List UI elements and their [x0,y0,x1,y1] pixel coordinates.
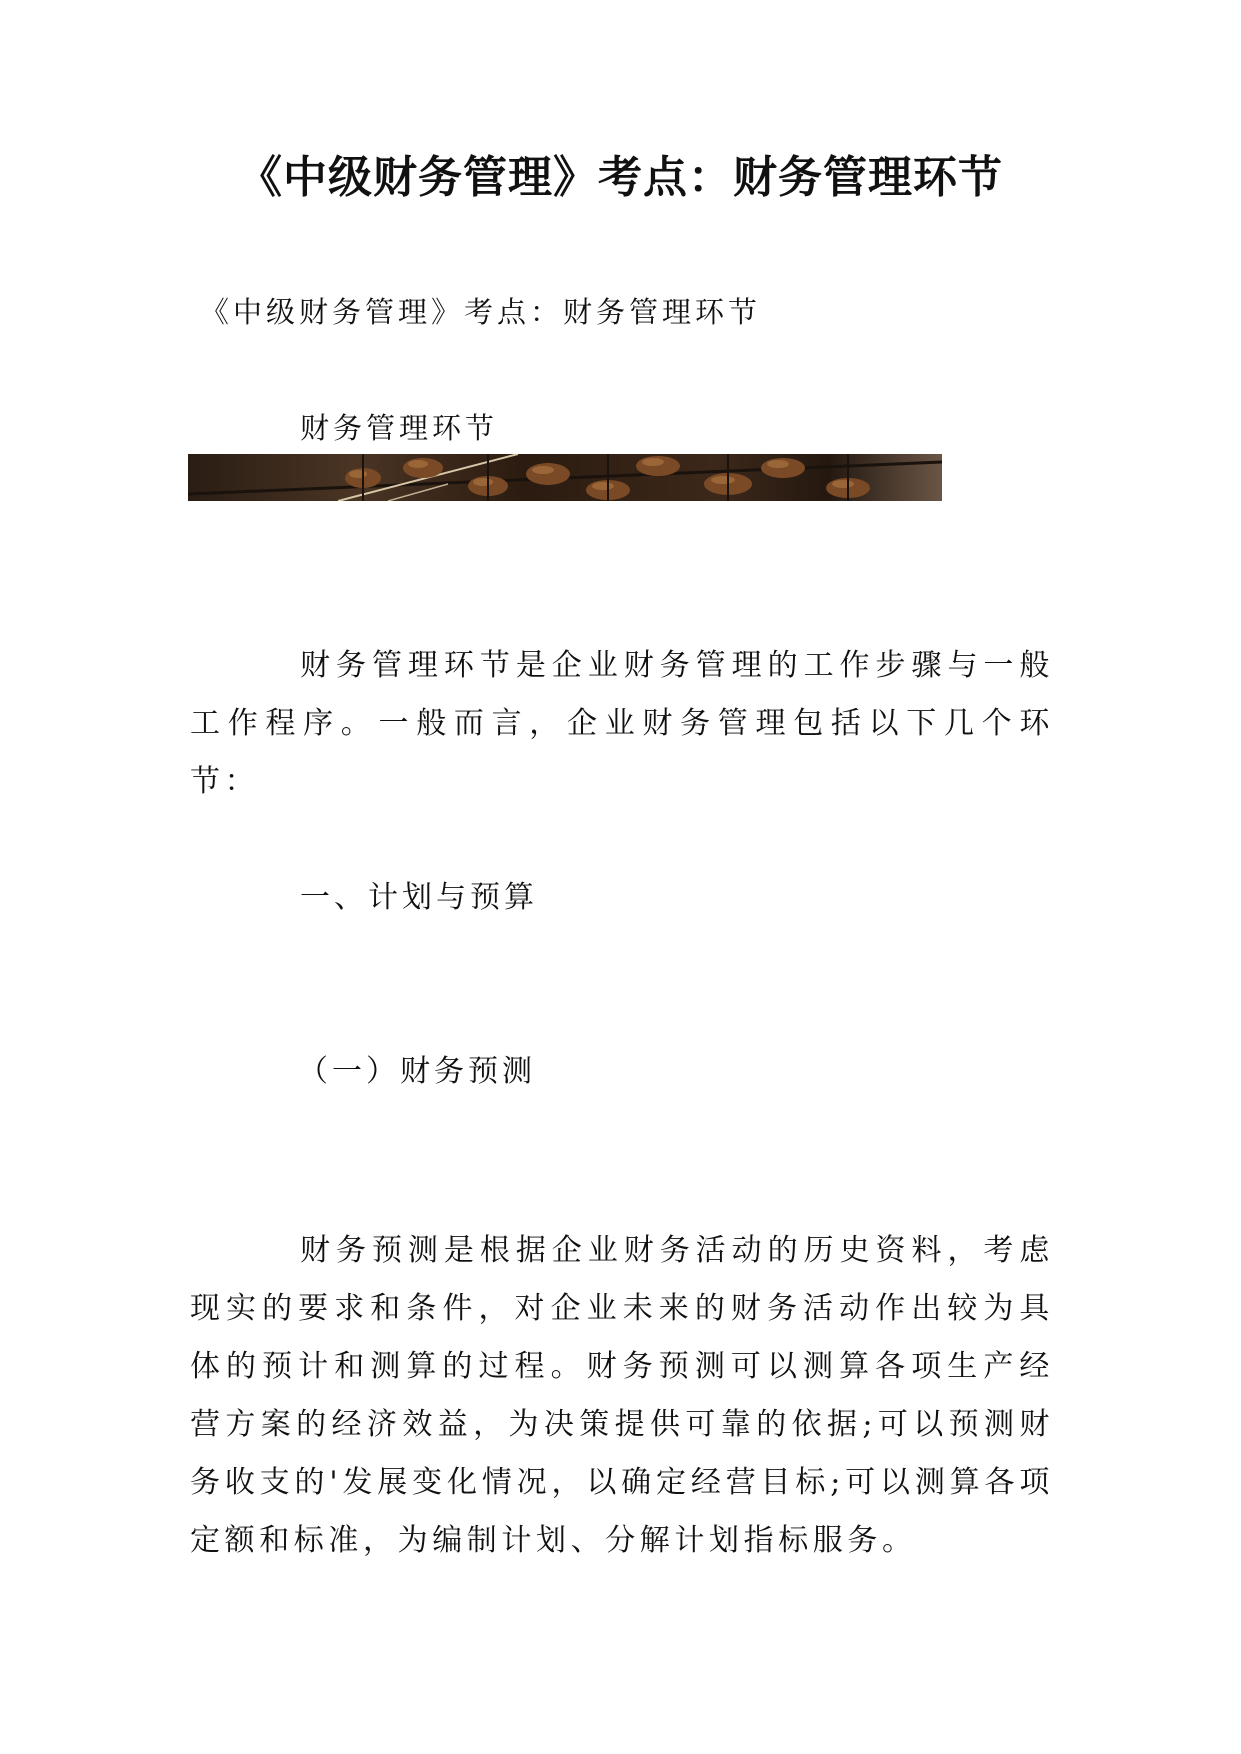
document-subtitle: 《中级财务管理》考点：财务管理环节 [200,295,762,329]
heading-financial-forecast: （一）财务预测 [298,1054,536,1089]
section-label: 财务管理环节 [300,411,499,445]
forecast-paragraph: 财务预测是根据企业财务活动的历史资料，考虑现实的要求和条件，对企业未来的财务活动作出较为具体的预计和测算的过程。财务预测可以测算各项生产经营方案的经济效益，为决策提供可靠的依据;可以预测财务收支的'发展变化情况，以确定经营目标;可以测算各项定额和标准，为编制计划、分解计划指标服务。 [190,1233,1054,1558]
intro-paragraph: 财务管理环节是企业财务管理的工作步骤与一般工作程序。一般而言，企业财务管理包括以下几个环节： [190,648,1054,799]
heading-plan-and-budget: 一、计划与预算 [300,880,538,915]
document-title: 《中级财务管理》考点：财务管理环节 [238,152,1003,203]
abacus-banner-image [188,454,942,501]
abacus-illustration [188,454,942,501]
